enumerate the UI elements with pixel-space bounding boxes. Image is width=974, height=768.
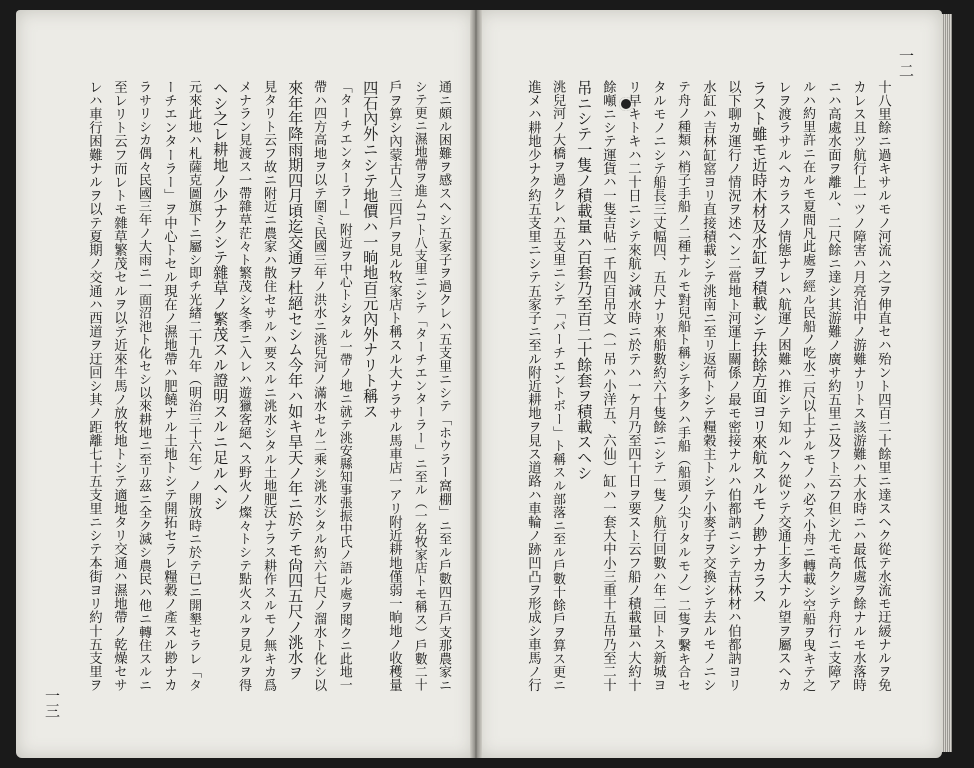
text-column: 進メハ耕地少ナク約五支里ニシテ五家子ニ至ル附近耕地ヲ見ス道路ハ車輪ノ跡凹凸ヲ形成シ車馬ノ行 — [525, 80, 541, 692]
page-number: 一三 — [43, 688, 61, 718]
text-column: 吊ニシテ一隻ノ積載量ハ百套乃至百二十餘套ヲ積載スヘシ — [575, 80, 594, 481]
text-column: 餘噸ニシテ運貨ハ一隻吉帖一千四百吊文（一吊ハ小洋五、六仙）缸ハ一套大中小三重十五吊乃至二十 — [600, 80, 616, 692]
text-column: 帶ハ四方高地ヲ以テ圍ミ民國三年ノ洪水ニ洮兒河ノ滿水セル二乘シ洮水シタル約六七尺ノ溜水ト化シ以 — [311, 80, 327, 692]
book-gutter — [470, 10, 482, 758]
text-column: ラスト雖モ近時木材及水缸ヲ積載シテ扶餘方面ヨリ來航スルモノ尠ナカラス — [750, 80, 769, 604]
text-column: レヲ渡ラサルヘカラスノ情態ナレハ航運ノ困難ハ推シテ知ルヘク從ツテ交通上多大ナル望ヲ屬スヘカ — [775, 80, 791, 692]
text-column: 洮兒河ノ大橋ヲ過クレハ五支里ニシテ「バーチエントボー」ト稱スル部落ニ至ル戶數十餘戶ヲ算ス更ニ — [550, 80, 566, 692]
text-column: レハ車行困難ナルヲ以テ夏期ノ交通ハ西道ヲ迂回シ其ノ距離七十五支里ニシテ本街ヨリ約十五支里ヲ — [86, 80, 102, 692]
text-column: カレス且ツ航行上一ツノ障害ハ月亮泊中ノ游難ナリトス該游難ハ大水時ニハ最低處ヲ餘ナルモ水落時 — [850, 80, 866, 692]
text-column: ルハ約里許ニ在ルモ夏間凡此處ヲ經ル民船ノ吃水二尺以上ナルモノハ必ス小舟ニ轉載シ空船ヲ曳キテ之 — [800, 80, 816, 692]
text-column: 「ターチエンターラー」附近ヲ中心トシタル一帶ノ地ニ就テ洮安縣知事張振中氏ノ語ル處ヲ聞クニ此地一 — [336, 80, 352, 691]
text-column: 戶ヲ算シ內蒙古人三四戶ヲ見ル牧家店ト稱スル大ナラサル馬車店一アリ附近耕地僅弱一晌地ノ收穫量 — [386, 80, 402, 692]
page-edge — [942, 14, 952, 752]
text-column: シテ更ニ濕地帶ヲ進ムコト八支里ニシテ「ターチエンターラー」ニ至ル（一名牧家店トモ稱ス）戶數二十 — [411, 80, 427, 691]
text-column: 十八里餘ニ過キサルモノ河流ハ之ヲ伸直セハ殆ント四百二十餘里ニ達スヘク從テ水流モ迂緩ナルヲ免 — [875, 80, 891, 692]
text-column: 通ニ頗ル困難ヲ感スヘシ五家子ヲ過クレハ五支里ニシテ「ホウラー窩棚」ニ至ル戶數四五戶支那農家ニ — [436, 80, 452, 692]
page-number: 一二 — [897, 48, 915, 78]
text-column: 水缸ハ吉林缸窰ヨリ直接積載シテ洮南ニ至リ返荷トシテ糧穀主トシテ小麥子ヲ交換シテ去ルモノニシ — [700, 80, 716, 692]
text-column: 至レリト云フ而レトモ雜草繁茂セルヲ以テ近來牛馬ノ放牧地トシテ適地タリ交通ハ濕地帶ノ乾燥セサ — [111, 80, 127, 692]
text-column: タルモノニシテ船長三丈幅四、五尺ナリ來船數約六十隻餘ニシテ一隻ノ航行回數ハ年二回トス新城ヨ — [650, 80, 666, 692]
text-column: 元來此地ハ札薩克圖旗下ニ屬シ即チ光緖二十九年（明治三十六年）ノ開放時ニ於テ已ニ開墾セラレ「タ — [186, 80, 202, 692]
text-column: 見タリト云フ故ニ附近ニ農家ハ散住セサルハ要スルニ洮水シタル土地肥沃ナラス耕作スルモノ無キカ爲 — [261, 80, 277, 692]
text-column: 來年年降雨期四月頃迄交通ヲ杜絕セシム今年ハ如キ旱天ノ年ニ於テモ尙四五尺ノ洮水ヲ — [286, 80, 305, 681]
text-column: 以下聊カ運行ノ情況ヲ述ヘン二當地ト河運上關係ノ最モ密接ナルハ伯都訥ニシテ吉林材ハ伯都訥ヨリ — [725, 80, 741, 692]
text-column: ヘシ之レ耕地ノ少ナクシテ雜草ノ繁茂スル證明スルニ足ルヘシ — [211, 80, 230, 512]
text-column: ーチエンターラー」ヲ中心トセル現在ノ濕地帶ハ肥饒ナル土地トシテ開拓セラレ糧穀ノ產スル尠ナカ — [161, 80, 177, 692]
text-column: ラサリシカ偶々民國三年ノ大雨ニ一面沼池ト化セシ以來耕地ニ至リ茲ニ全ク滅シ農民ハ他ニ轉住スルニ — [136, 80, 152, 692]
text-column: テ舟ノ種類ハ梢子手船ノ二種ナルモ對兒船ト稱シテ多クハ手船（船頭ノ尖リタルモノ）二隻ヲ繫キ合セ — [675, 80, 691, 692]
text-column: メナラン見渡ス一帶雜草茫々ト繁茂シ冬季ニ入レハ遊獵客絕ヘス野火ノ燦々トシテ點火スルヲ見ルヲ得 — [236, 80, 252, 692]
text-column: 四石內外ニシテ地價ハ一晌地百元內外ナリト稱ス — [361, 80, 380, 419]
text-column: リ早キトキハ二十日ニシテ來航シ減水時ニ於テハ一ケ月乃至四十日ヲ要スト云フ船ノ積載量ハ大約十 — [625, 80, 641, 692]
text-column: ニハ高處水面ヲ離ル、二尺餘ニ達シ其游難ノ廣サ約五里ニ及フト云フ但シ尤モ高クシテ舟行ニ支障ア — [825, 80, 841, 692]
